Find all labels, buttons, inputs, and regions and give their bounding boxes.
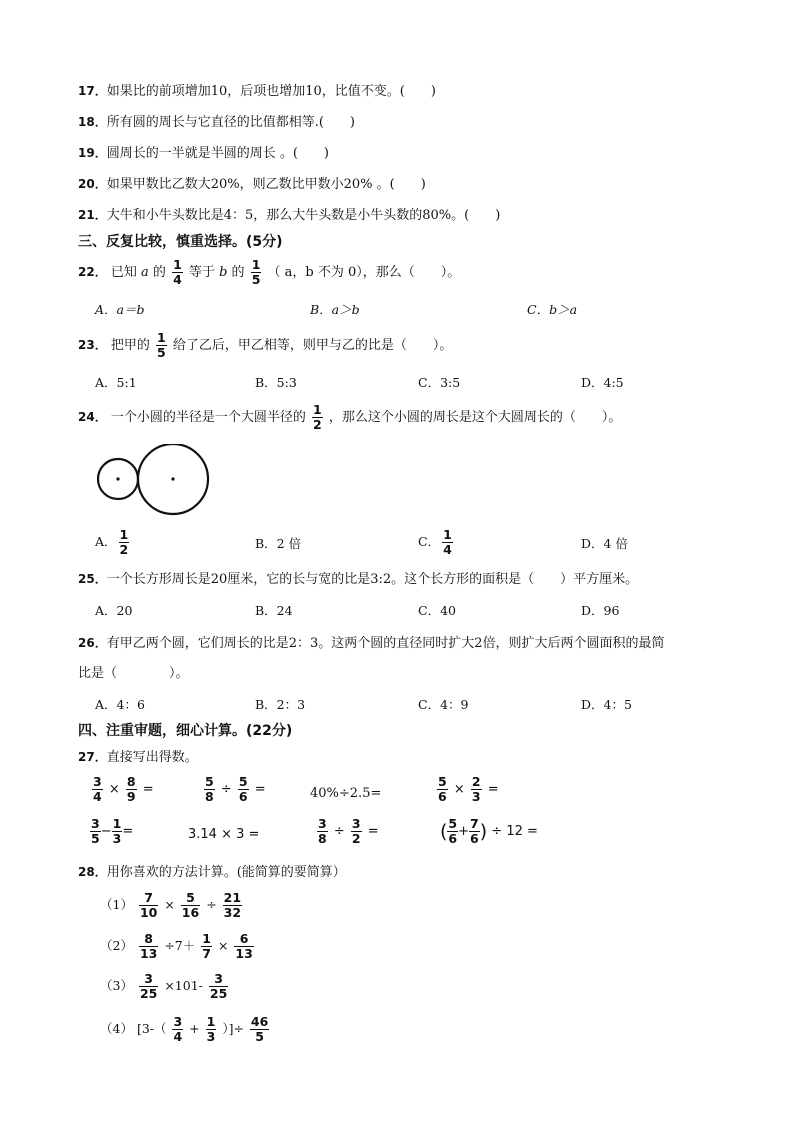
question-20: 20．如果甲数比乙数大20%，则乙数比甲数小20% 。( ) <box>78 177 426 192</box>
expr-7: $\frac{3}{8}$ ÷ $\frac{3}{2}$ = <box>318 816 379 846</box>
question-17: 17．如果比的前项增加10，后项也增加10，比值不变。( ) <box>78 84 436 99</box>
question-23: 23． 把甲的 $\frac{1}{5}$ 给了乙后，甲乙相等，则甲与乙的比是（ ）。 <box>78 330 453 360</box>
q25-option-a[interactable]: A．20 <box>95 603 133 618</box>
expr-4: $\frac{5}{6}$ × $\frac{2}{3}$ = <box>438 774 499 804</box>
fraction: $\frac{1}{5}$ <box>251 257 261 287</box>
q26-option-d[interactable]: D．4：5 <box>581 697 632 712</box>
expr-5: $\frac{3}{5}$ − $\frac{1}{3}$ = <box>91 816 134 846</box>
small-circle-center <box>116 477 119 480</box>
circles-figure <box>94 444 214 520</box>
question-22: 22． 已知 a 的 $\frac{1}{4}$ 等于 b 的 $\frac{1}{5}$ （ a，b 不为 0），那么（ ）。 <box>78 257 461 287</box>
expr-6: 3.14 × 3 = <box>188 827 260 842</box>
question-26-line2: 比是（ ）。 <box>78 666 189 681</box>
question-27: 27．直接写出得数。 <box>78 750 198 765</box>
question-26: 26．有甲乙两个圆，它们周长的比是2：3。这两个圆的直径同时扩大2倍，则扩大后两个圆面积的最简 <box>78 636 665 651</box>
q22-option-c[interactable]: C．b＞a <box>527 302 578 317</box>
q23-option-c[interactable]: C．3:5 <box>418 375 461 390</box>
section-4-heading: 四、注重审题，细心计算。(22分) <box>78 723 293 739</box>
q24-option-c[interactable]: C． $\frac{1}{4}$ <box>418 527 452 557</box>
q25-option-b[interactable]: B．24 <box>255 603 293 618</box>
q25-option-c[interactable]: C．40 <box>418 603 456 618</box>
question-19: 19．圆周长的一半就是半圆的周长 。( ) <box>78 146 329 161</box>
q26-option-c[interactable]: C．4：9 <box>418 697 469 712</box>
q22-option-a[interactable]: A．a＝b <box>95 302 145 317</box>
expr-1: $\frac{3}{4}$ × $\frac{8}{9}$ = <box>93 774 154 804</box>
q23-option-d[interactable]: D．4:5 <box>581 375 624 390</box>
calc-1: （1） $\frac{7}{10}$ × $\frac{5}{16}$ ÷ $\frac{21}{32}$ <box>100 890 242 920</box>
q24-option-a[interactable]: A． $\frac{1}{2}$ <box>95 527 129 557</box>
question-28: 28．用你喜欢的方法计算。(能简算的要简算） <box>78 865 346 880</box>
q25-option-d[interactable]: D．96 <box>581 603 620 618</box>
q26-option-b[interactable]: B．2：3 <box>255 697 306 712</box>
q22-option-b[interactable]: B．a＞b <box>310 302 360 317</box>
question-18: 18．所有圆的周长与它直径的比值都相等.( ) <box>78 115 355 130</box>
q23-option-b[interactable]: B．5:3 <box>255 375 297 390</box>
q24-option-b[interactable]: B．2 倍 <box>255 536 302 551</box>
fraction: $\frac{1}{4}$ <box>173 257 182 287</box>
fraction: $\frac{1}{5}$ <box>157 330 166 360</box>
expr-2: $\frac{5}{8}$ ÷ $\frac{5}{6}$ = <box>205 774 266 804</box>
q24-option-d[interactable]: D．4 倍 <box>581 536 628 551</box>
fraction: $\frac{1}{2}$ <box>313 402 322 432</box>
expr-3: 40%÷2.5= <box>310 786 382 801</box>
question-21: 21．大牛和小牛头数比是4：5，那么大牛头数是小牛头数的80%。( ) <box>78 208 501 223</box>
calc-2: （2） $\frac{8}{13}$ ÷7＋ $\frac{1}{7}$ × $\frac{6}{13}$ <box>100 931 253 961</box>
q26-option-a[interactable]: A．4：6 <box>95 697 145 712</box>
q23-option-a[interactable]: A．5:1 <box>95 375 137 390</box>
calc-4: （4） [3-（ $\frac{3}{4}$ + $\frac{1}{3}$ ）]÷ $\frac{46}{5}$ <box>100 1014 269 1044</box>
calc-3: （3） $\frac{3}{25}$ ×101- $\frac{3}{25}$ <box>100 971 228 1001</box>
question-24: 24． 一个小圆的半径是一个大圆半径的 $\frac{1}{2}$ ，那么这个小圆的周长是这个大圆周长的（ ）。 <box>78 402 622 432</box>
fraction: $\frac{1}{4}$ <box>443 527 452 557</box>
large-circle-center <box>171 477 174 480</box>
section-3-heading: 三、反复比较，慎重选择。(5分) <box>78 234 283 250</box>
expr-8: ( $\frac{5}{6}$ + $\frac{7}{6}$ ) ÷ 12 = <box>440 816 538 846</box>
fraction: $\frac{1}{2}$ <box>119 527 129 557</box>
question-25: 25．一个长方形周长是20厘米，它的长与宽的比是3:2。这个长方形的面积是（ ）平方厘米。 <box>78 572 639 587</box>
